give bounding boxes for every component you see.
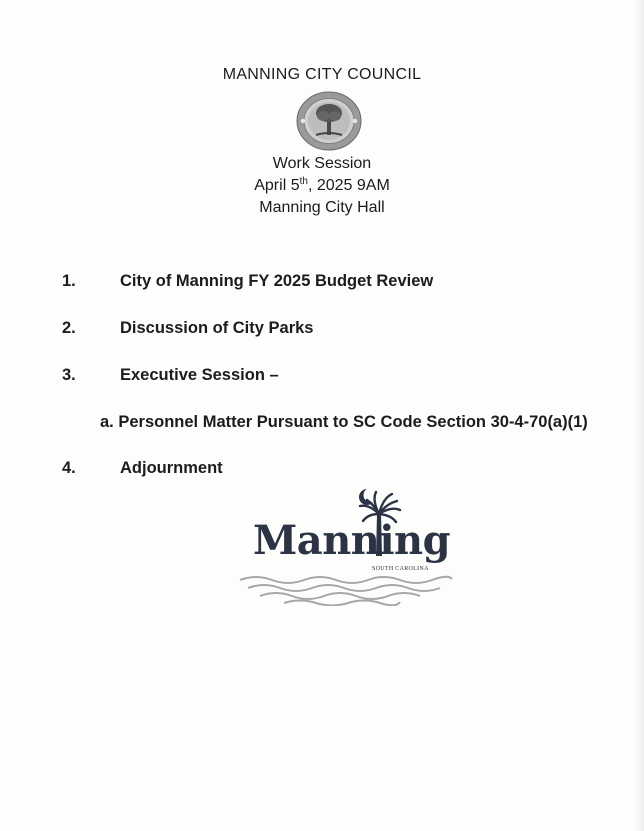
city-seal-icon [296, 91, 362, 151]
date-suffix: th [299, 176, 308, 187]
agenda-subitem: a. Personnel Matter Pursuant to SC Code Section 30-4-70(a)(1) [100, 413, 588, 431]
session-location: Manning City Hall [259, 199, 385, 216]
logo-subtitle: SOUTH CAROLINA [372, 566, 429, 572]
date-rest: , 2025 9AM [307, 177, 390, 194]
logo-wordmark: Manning [253, 517, 451, 564]
agenda-item-text: City of Manning FY 2025 Budget Review [120, 272, 434, 290]
page-edge-shadow [634, 0, 644, 831]
agenda-item-number: 1. [62, 272, 76, 290]
agenda-item-number: 4. [62, 459, 76, 477]
agenda-item-number: 2. [62, 319, 76, 337]
session-type: Work Session [272, 155, 372, 172]
agenda-item-text: Executive Session – [120, 366, 279, 384]
date-prefix: April 5 [254, 177, 300, 194]
agenda-item-number: 3. [62, 366, 76, 384]
session-date [0, 175, 644, 197]
council-title: MANNING CITY COUNCIL [222, 66, 422, 83]
session-block [0, 153, 644, 219]
agenda-item-text: Discussion of City Parks [120, 319, 314, 337]
agenda-item-text: Adjournment [120, 459, 223, 477]
manning-logo [236, 484, 456, 606]
